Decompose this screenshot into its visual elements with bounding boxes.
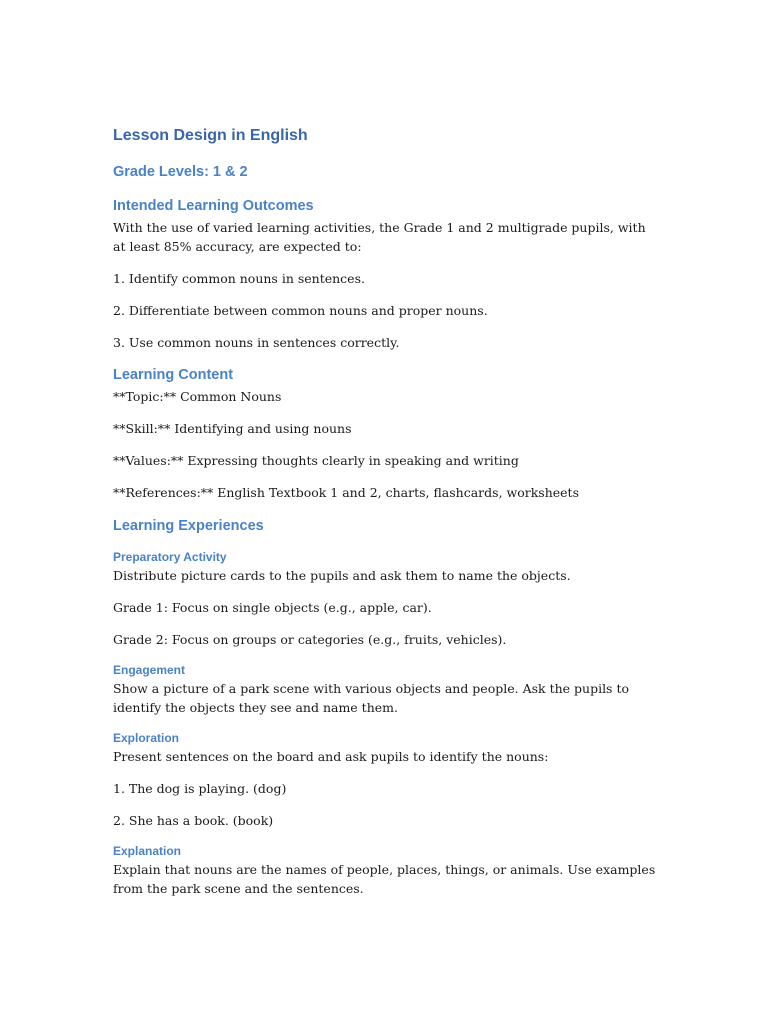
content-item: **Topic:** Common Nouns (113, 389, 282, 404)
content-item: **Values:** Expressing thoughts clearly in speaking and writing (113, 453, 519, 468)
outcome-item: 2. Differentiate between common nouns and proper nouns. (113, 303, 488, 318)
explanation-heading: Explanation (113, 844, 182, 858)
exploration-heading: Exploration (113, 731, 180, 745)
content-heading: Learning Content (113, 367, 234, 383)
exploration-item: 1. The dog is playing. (dog) (113, 781, 287, 796)
preparatory-item: Grade 1: Focus on single objects (e.g., apple, car). (113, 600, 432, 615)
experiences-heading: Learning Experiences (113, 518, 264, 534)
document-page (113, 124, 658, 911)
grade-levels-heading: Grade Levels: 1 & 2 (113, 164, 248, 180)
content-item: **Skill:** Identifying and using nouns (113, 421, 352, 436)
explanation-item: Explain that nouns are the names of people, places, things, or animals. Use examples from the park scene and the sentences. (113, 862, 656, 896)
outcomes-intro: With the use of varied learning activities, the Grade 1 and 2 multigrade pupils, with at least 85% accuracy, are expected to: (113, 220, 646, 254)
document-title: Lesson Design in English (113, 127, 308, 144)
exploration-item: Present sentences on the board and ask pupils to identify the nouns: (113, 749, 549, 764)
engagement-item: Show a picture of a park scene with various objects and people. Ask the pupils to identify the objects they see and name them. (113, 681, 629, 715)
engagement-heading: Engagement (113, 663, 186, 677)
outcome-item: 3. Use common nouns in sentences correctly. (113, 335, 400, 350)
exploration-item: 2. She has a book. (book) (113, 813, 274, 828)
preparatory-heading: Preparatory Activity (113, 550, 227, 564)
preparatory-item: Distribute picture cards to the pupils and ask them to name the objects. (113, 568, 571, 583)
preparatory-item: Grade 2: Focus on groups or categories (e.g., fruits, vehicles). (113, 632, 507, 647)
content-item: **References:** English Textbook 1 and 2, charts, flashcards, worksheets (113, 485, 579, 500)
outcomes-heading: Intended Learning Outcomes (113, 198, 314, 214)
outcome-item: 1. Identify common nouns in sentences. (113, 271, 365, 286)
